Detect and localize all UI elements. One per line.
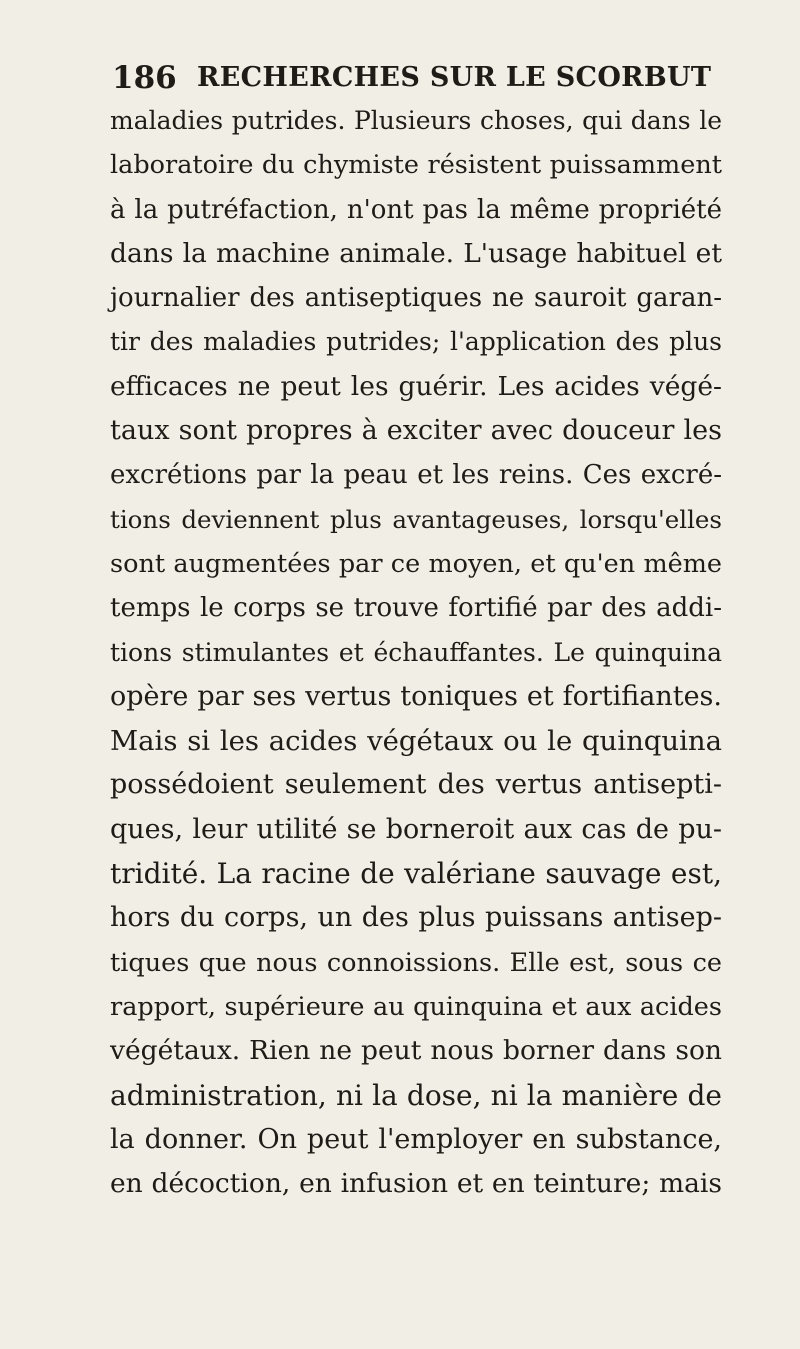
text-line: tions stimulantes et échauffantes. Le quinquina	[110, 637, 722, 667]
running-title: RECHERCHES SUR LE SCORBUT	[197, 62, 712, 93]
text-line: à la putréfaction, n'ont pas la même propriété	[110, 194, 722, 225]
page-number: 186	[112, 60, 177, 96]
text-line: rapport, supérieure au quinquina et aux acides	[110, 991, 722, 1022]
text-line: en décoction, en infusion et en teinture; mais	[110, 1168, 722, 1200]
text-line: efficaces ne peut les guérir. Les acides végé-	[110, 370, 722, 402]
text-line: sont augmentées par ce moyen, et qu'en même	[110, 548, 722, 579]
text-line: tridité. La racine de valériane sauvage est,	[110, 857, 722, 891]
text-line: la donner. On peut l'employer en substance,	[110, 1123, 722, 1155]
text-line: opère par ses vertus toniques et fortifiantes.	[110, 680, 722, 712]
text-line: hors du corps, un des plus puissans antisep-	[110, 902, 722, 934]
text-line: ques, leur utilité se borneroit aux cas de pu-	[110, 813, 722, 845]
text-line: taux sont propres à exciter avec douceur les	[110, 415, 722, 447]
text-line: maladies putrides. Plusieurs choses, qui dans le	[110, 106, 722, 135]
text-line: administration, ni la dose, ni la manière de	[110, 1078, 722, 1112]
text-line: excrétions par la peau et les reins. Ces excré-	[110, 460, 722, 491]
text-line: tir des maladies putrides; l'application des plus	[110, 327, 722, 357]
text-line: laboratoire du chymiste résistent puissamment	[110, 150, 722, 181]
text-line: journalier des antiseptiques ne sauroit garan-	[110, 283, 722, 314]
text-line: possédoient seulement des vertus antisepti-	[110, 769, 722, 801]
text-line: dans la machine animale. L'usage habituel et	[110, 237, 722, 269]
text-line: tions deviennent plus avantageuses, lorsqu'elles	[110, 504, 722, 534]
page-header	[112, 58, 712, 98]
text-line: temps le corps se trouve fortifié par des addi-	[110, 593, 722, 624]
text-line: Mais si les acides végétaux ou le quinquina	[110, 725, 722, 758]
body-text	[110, 99, 722, 1206]
text-line: tiques que nous connoissions. Elle est, sous ce	[110, 947, 722, 978]
text-line: végétaux. Rien ne peut nous borner dans son	[110, 1035, 722, 1067]
